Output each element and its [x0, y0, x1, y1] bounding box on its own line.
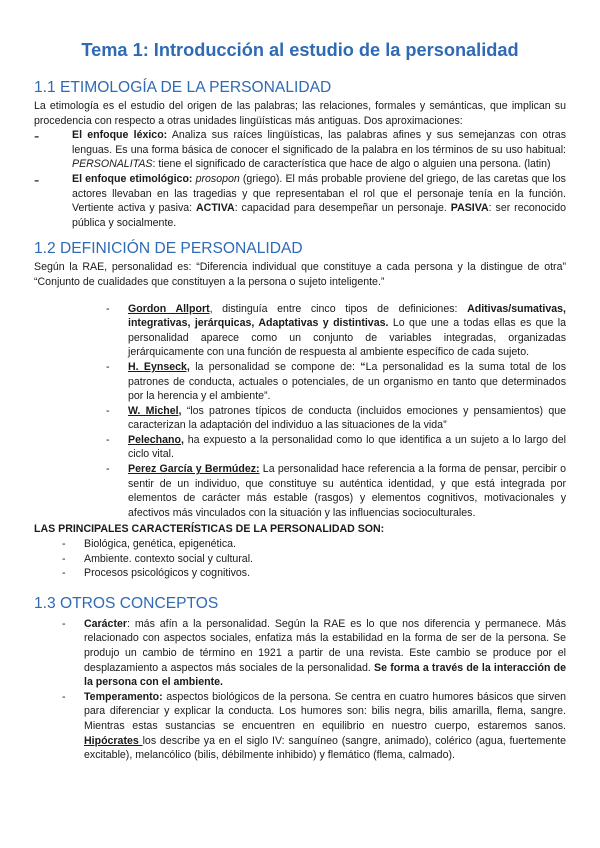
- characteristics-list: [62, 537, 566, 581]
- characteristics-heading: LAS PRINCIPALES CARACTERÍSTICAS DE LA PERSONALIDAD SON:: [34, 523, 385, 536]
- dash-marker: -: [34, 171, 40, 189]
- list-item: - Ambiente. contexto social y cultural.: [62, 552, 253, 565]
- section-heading-definicion: 1.2 DEFINICIÓN DE PERSONALIDAD: [34, 240, 303, 258]
- list-item: - Pelechano, ha expuesto a la personalidad como lo que identifica a un sujeto a lo largo del ciclo vital.: [106, 433, 566, 461]
- etimologia-intro: La etimología es el estudio del origen de las palabras; las relaciones, formales y semánticas, que implican su procedencia con respecto a otras unidades lingüísticas más antiguas. Dos aproximaciones:: [34, 100, 566, 127]
- section-heading-otros-conceptos: 1.3 OTROS CONCEPTOS: [34, 594, 219, 612]
- list-item: - Temperamento: aspectos biológicos de la persona. Se centra en cuatro humores básicos que sirven para diferenciar y explicar la conducta. Los humores son: bilis negra, bilis amarilla, flema, sangre. Mientras estas sustancias se encuentren en equilibrio en nuestro cuerpo, estaremos sanos. Hipócrates los describe ya en el siglo IV: sanguíneo (sangre, animado), colérico (agua, fuertemente excitable), melancólico (bilis, débilmente inhibido) y flemático (flema, calmado).: [62, 690, 567, 762]
- page-title: Tema 1: Introducción al estudio de la personalidad: [81, 40, 519, 60]
- list-item: - W. Michel, “los patrones típicos de conducta (incluidos emociones y pensamientos) que caracterizan la adaptación del individuo a las situaciones de la vida”: [106, 404, 566, 432]
- document-page: [34, 40, 578, 763]
- enfoque-etimologico: [34, 172, 566, 230]
- list-item: - Carácter: más afín a la personalidad. Según la RAE es lo que nos diferencia y permanece. Más relacionado con aspectos sociales, enfatiza más la estabilidad en la forma de ser de la persona. Se produjo un cambio de término en 1921 a partir de una revista. Este cambio se produce por el desplazamiento a aspectos más sociales de la personalidad. Se forma a través de la interacción de la persona con el ambiente.: [62, 617, 567, 689]
- dash-marker: -: [34, 128, 40, 146]
- list-item: - Biológica, genética, epigenética.: [62, 538, 236, 551]
- definitions-list: [106, 302, 566, 521]
- section-heading-etimologia: 1.1 ETIMOLOGÍA DE LA PERSONALIDAD: [34, 79, 332, 96]
- list-item: - H. Eynseck, la personalidad se compone de: “La personalidad es la suma total de los patrones de conducta, actuales o potenciales, de un organismo en tanto que determinados por la herencia y el ambiente”.: [106, 360, 566, 403]
- list-item: - Perez García y Bermúdez: La personalidad hace referencia a la forma de pensar, percibir o sentir de un individuo, que constituye su auténtica identidad, y que está integrada por elementos de carácter más estable (rasgos) y elementos cognitivos, motivacionales y afectivos más vinculados con la situación y las influencias socioculturales.: [106, 463, 566, 519]
- enfoque-lexico-text: El enfoque léxico: Analiza sus raíces lingüísticas, las palabras afines y sus semejanzas con otras lenguas. Es una forma básica de conocer el significado de la palabra en los términos de su uso habitual: PERSONALITAS: tiene el significado de característica que hace de algo o alguien una persona. (latin): [72, 129, 566, 171]
- definicion-intro: Según la RAE, personalidad es: “Diferencia individual que constituye a cada persona y la distingue de otra” “Conjunto de cualidades que constituyen a la persona o sujeto inteligente.”: [34, 261, 578, 288]
- list-item: - Gordon Allport, distinguía entre cinco tipos de definiciones: Aditivas/sumativas, integrativas, jerárquicas, Adaptativas y distintivas. Lo que une a todas ellas es que la personalidad aparece como un conjunto de variables integradas, organizadas jerárquicamente con una función de respuesta al ambiente específico de cada sujeto.: [106, 302, 567, 359]
- list-item: - Procesos psicológicos y cognitivos.: [62, 567, 251, 580]
- enfoque-etimologico-text: El enfoque etimológico: prosopon (griego). El más probable proviene del griego, de las caretas que los actores llevaban en las tragedias y que representaban el rol que el personaje tenía en la función. Vertiente activa y pasiva: ACTIVA: capacidad para desempeñar un personaje. PASIVA: ser reconocido pública y socialmente.: [72, 172, 566, 229]
- concepts-list: [62, 617, 566, 763]
- enfoque-lexico: [34, 128, 566, 172]
